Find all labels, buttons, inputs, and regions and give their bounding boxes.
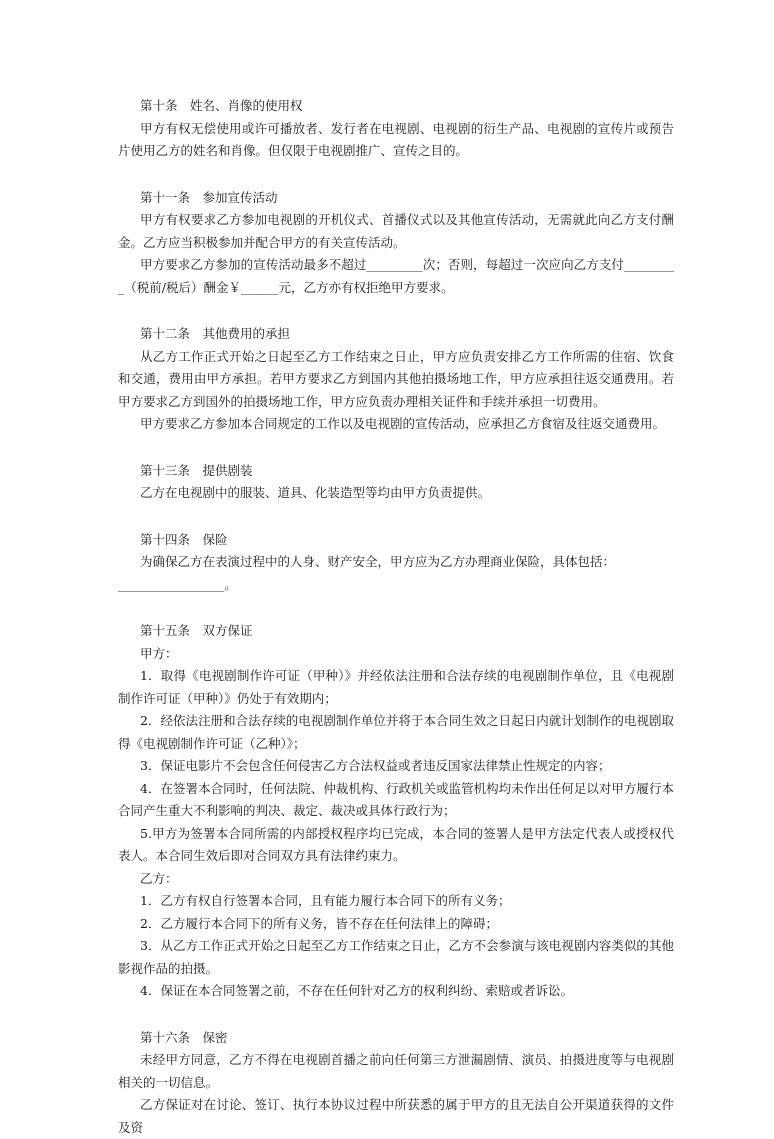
article-paragraph: 3．保证电影片不会包含任何侵害乙方合法权益或者违反国家法律禁止性规定的内容； (118, 755, 674, 778)
contract-article (118, 529, 674, 597)
article-paragraph: 甲方有权无偿使用或许可播放者、发行者在电视剧、电视剧的衍生产品、电视剧的宣传片或预告片使用乙方的姓名和肖像。但仅限于电视剧推广、宣传之目的。 (118, 118, 674, 163)
contract-article (118, 187, 674, 300)
article-heading: 第十三条 提供剧装 (118, 460, 674, 483)
article-paragraph: 未经甲方同意，乙方不得在电视剧首播之前向任何第三方泄漏剧情、演员、拍摄进度等与电视剧相关的一切信息。 (118, 1049, 674, 1094)
article-paragraph: 甲方有权要求乙方参加电视剧的开机仪式、首播仪式以及其他宣传活动，无需就此向乙方支付酬金。乙方应当积极参加并配合甲方的有关宣传活动。 (118, 209, 674, 254)
article-paragraph: 乙方保证对在讨论、签订、执行本协议过程中所获悉的属于甲方的且无法自公开渠道获得的文件及资 (118, 1094, 674, 1139)
article-paragraph: 甲方要求乙方参加本合同规定的工作以及电视剧的宣传活动，应承担乙方食宿及往返交通费用。 (118, 413, 674, 436)
article-paragraph: 从乙方工作正式开始之日起至乙方工作结束之日止，甲方应负责安排乙方工作所需的住宿、饮食和交通，费用由甲方承担。若甲方要求乙方到国内其他拍摄场地工作，甲方应承担往返交通费用。若甲方要求乙方到国外的拍摄场地工作，甲方应负责办理相关证件和手续并承担一切费用。 (118, 346, 674, 414)
article-paragraph: 甲方： (118, 643, 674, 666)
contract-article (118, 460, 674, 505)
article-paragraph: 4．保证在本合同签署之前，不存在任何针对乙方的权利纠纷、索赔或者诉讼。 (118, 980, 674, 1003)
article-paragraph: 2．乙方履行本合同下的所有义务，皆不存在任何法律上的障碍； (118, 913, 674, 936)
article-heading: 第十一条 参加宣传活动 (118, 187, 674, 210)
article-heading: 第十五条 双方保证 (118, 620, 674, 643)
article-paragraph: 为确保乙方在表演过程中的人身、财产安全，甲方应为乙方办理商业保险，具体包括： (118, 551, 674, 574)
article-heading: 第十二条 其他费用的承担 (118, 323, 674, 346)
article-heading: 第十六条 保密 (118, 1027, 674, 1050)
article-paragraph: 1．乙方有权自行签署本合同，且有能力履行本合同下的所有义务； (118, 890, 674, 913)
contract-article (118, 95, 674, 163)
article-paragraph: 甲方要求乙方参加的宣传活动最多不超过_________次；否则，每超过一次应向乙方支付_________（税前/税后）酬金￥______元，乙方亦有权拒绝甲方要求。 (118, 254, 674, 299)
article-paragraph: _________________。 (118, 574, 674, 597)
article-paragraph: 乙方在电视剧中的服装、道具、化装造型等均由甲方负责提供。 (118, 482, 674, 505)
article-paragraph: 2．经依法注册和合法存续的电视剧制作单位并将于本合同生效之日起日内就计划制作的电视剧取得《电视剧制作许可证（乙种）》； (118, 710, 674, 755)
article-paragraph: 4．在签署本合同时，任何法院、仲裁机构、行政机关或监管机构均未作出任何足以对甲方履行本合同产生重大不利影响的判决、裁定、裁决或具体行政行为； (118, 778, 674, 823)
contract-article (118, 620, 674, 1003)
article-paragraph: 3．从乙方工作正式开始之日起至乙方工作结束之日止，乙方不会参演与该电视剧内容类似的其他影视作品的拍摄。 (118, 935, 674, 980)
article-paragraph: 乙方： (118, 868, 674, 891)
article-heading: 第十四条 保险 (118, 529, 674, 552)
contract-article (118, 323, 674, 436)
article-heading: 第十条 姓名、肖像的使用权 (118, 95, 674, 118)
contract-article (118, 1027, 674, 1139)
article-paragraph: 1．取得《电视剧制作许可证（甲种）》并经依法注册和合法存续的电视剧制作单位，且《电视剧制作许可证（甲种）》仍处于有效期内； (118, 665, 674, 710)
article-paragraph: 5.甲方为签署本合同所需的内部授权程序均已完成，本合同的签署人是甲方法定代表人或授权代表人。本合同生效后即对合同双方具有法律约束力。 (118, 823, 674, 868)
